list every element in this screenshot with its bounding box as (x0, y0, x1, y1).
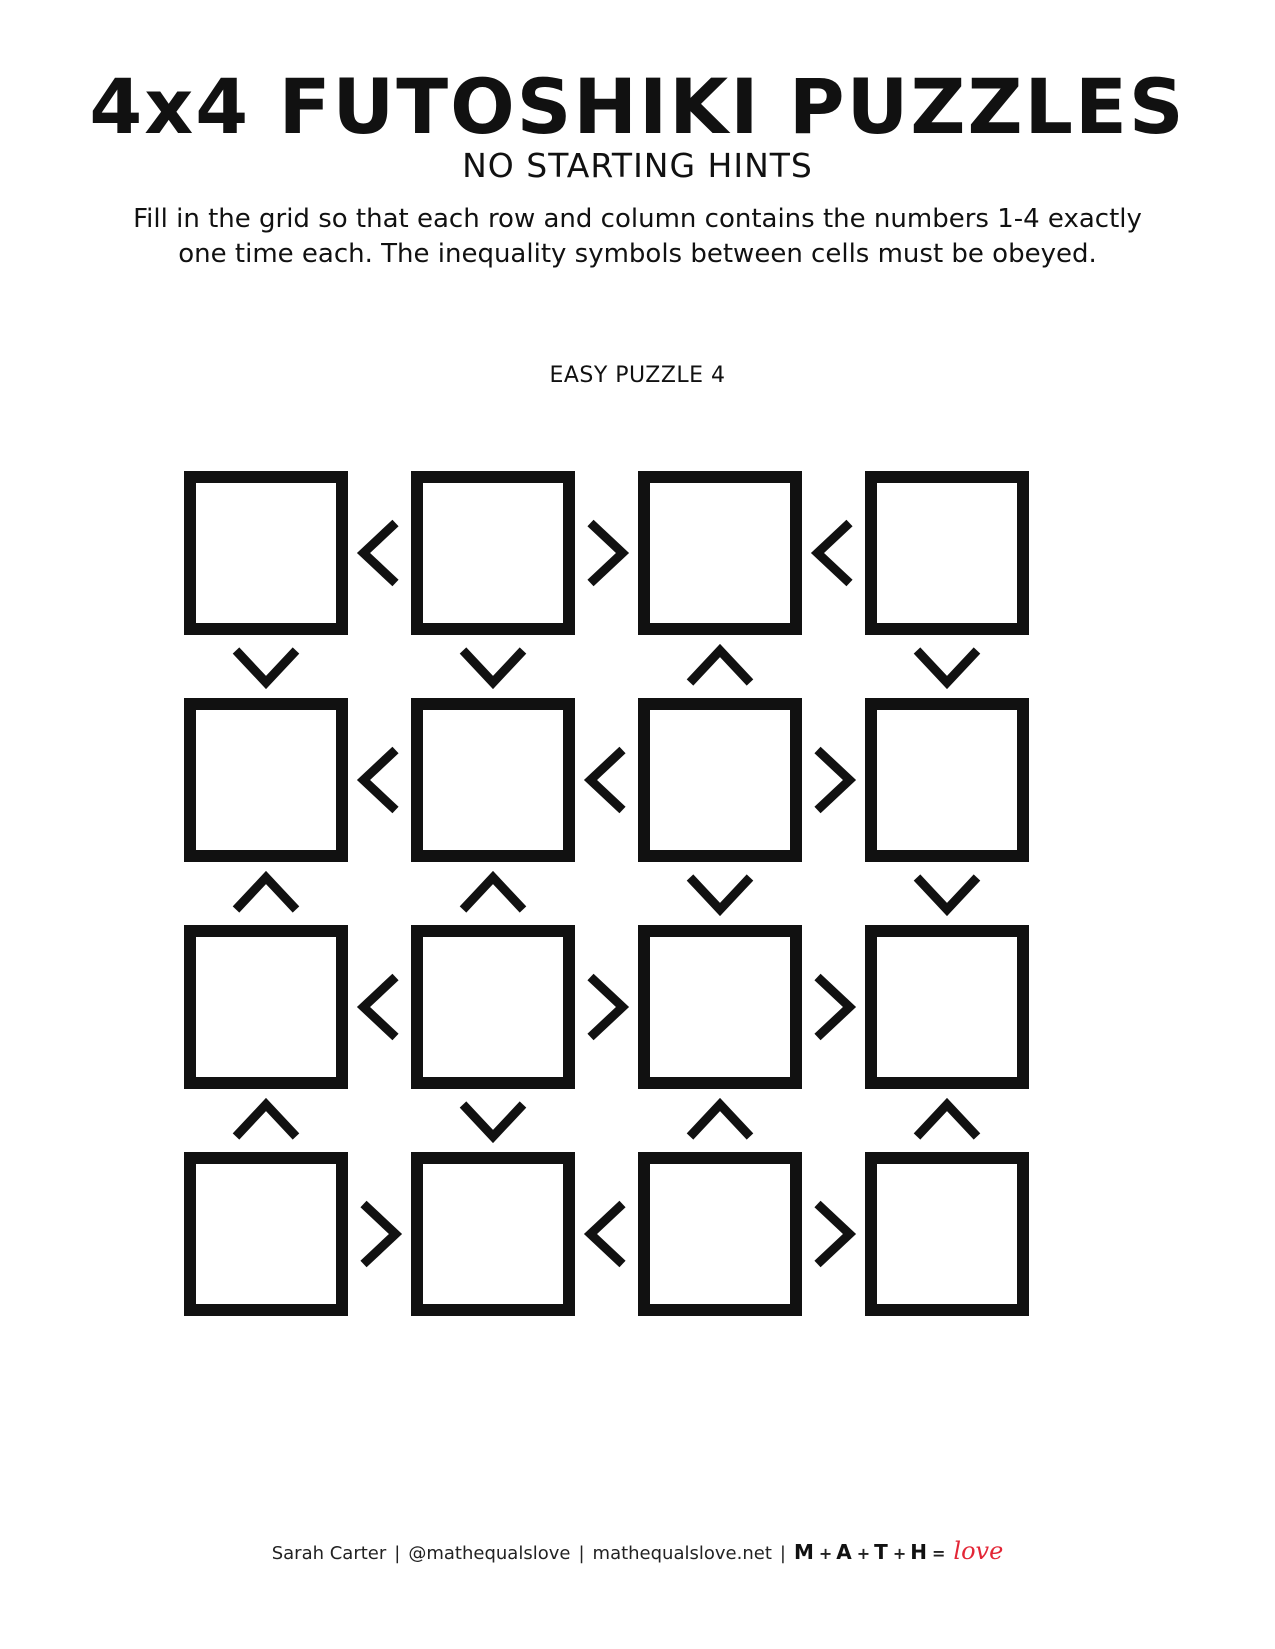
footer-website: mathequalslove.net (592, 1543, 772, 1564)
logo-plus: + (818, 1544, 833, 1563)
math-equals-love-logo (793, 1537, 1004, 1565)
grid-cell-r4-c3[interactable] (644, 1158, 796, 1310)
up-inequality-symbol (690, 651, 750, 683)
logo-letter-t: T (874, 1540, 889, 1564)
grid-cell-r3-c1[interactable] (190, 931, 342, 1083)
less-than-symbol (818, 523, 850, 583)
grid-cell-r1-c1[interactable] (190, 477, 342, 629)
down-inequality-symbol (917, 878, 977, 910)
puzzle-label: EASY PUZZLE 4 (549, 363, 726, 388)
greater-than-symbol (591, 523, 623, 583)
grid-cell-r3-c2[interactable] (417, 931, 569, 1083)
up-inequality-symbol (236, 878, 296, 910)
up-inequality-symbol (690, 1105, 750, 1137)
grid-cell-r2-c3[interactable] (644, 704, 796, 856)
less-than-symbol (591, 1204, 623, 1264)
greater-than-symbol (818, 977, 850, 1037)
footer-separator: | (578, 1543, 585, 1564)
footer-separator: | (394, 1543, 401, 1564)
page-title: 4x4 FUTOSHIKI PUZZLES (89, 62, 1186, 151)
down-inequality-symbol (690, 878, 750, 910)
up-inequality-symbol (917, 1105, 977, 1137)
down-inequality-symbol (917, 651, 977, 683)
grid-cell-r4-c1[interactable] (190, 1158, 342, 1310)
logo-letter-m: M (793, 1540, 815, 1564)
up-inequality-symbol (463, 878, 523, 910)
logo-equals: = (931, 1544, 946, 1563)
less-than-symbol (364, 977, 396, 1037)
logo-letter-h: H (910, 1540, 928, 1564)
grid-cell-r4-c4[interactable] (871, 1158, 1023, 1310)
grid-cell-r3-c4[interactable] (871, 931, 1023, 1083)
grid-cell-r2-c4[interactable] (871, 704, 1023, 856)
down-inequality-symbol (236, 651, 296, 683)
less-than-symbol (591, 750, 623, 810)
grid-cell-r2-c2[interactable] (417, 704, 569, 856)
logo-plus: + (892, 1544, 907, 1563)
up-inequality-symbol (236, 1105, 296, 1137)
less-than-symbol (364, 523, 396, 583)
less-than-symbol (364, 750, 396, 810)
grid-cell-r3-c3[interactable] (644, 931, 796, 1083)
greater-than-symbol (818, 750, 850, 810)
grid-cell-r1-c2[interactable] (417, 477, 569, 629)
instructions-line-1: Fill in the grid so that each row and column contains the numbers 1-4 exactly (133, 204, 1142, 234)
footer-separator: | (779, 1543, 786, 1564)
footer-author: Sarah Carter (271, 1543, 387, 1564)
logo-plus: + (856, 1544, 871, 1563)
grid-cell-r1-c3[interactable] (644, 477, 796, 629)
footer-handle: @mathequalslove (408, 1543, 571, 1564)
footer (0, 1536, 1275, 1569)
grid-cell-r1-c4[interactable] (871, 477, 1023, 629)
instructions-line-2: one time each. The inequality symbols between cells must be obeyed. (178, 239, 1097, 269)
page-subtitle: NO STARTING HINTS (462, 146, 813, 185)
grid-cell-r4-c2[interactable] (417, 1158, 569, 1310)
down-inequality-symbol (463, 651, 523, 683)
down-inequality-symbol (463, 1105, 523, 1137)
greater-than-symbol (364, 1204, 396, 1264)
greater-than-symbol (818, 1204, 850, 1264)
logo-letter-a: A (836, 1540, 853, 1564)
grid-cell-r2-c1[interactable] (190, 704, 342, 856)
logo-love-script: love (953, 1537, 1004, 1565)
greater-than-symbol (591, 977, 623, 1037)
